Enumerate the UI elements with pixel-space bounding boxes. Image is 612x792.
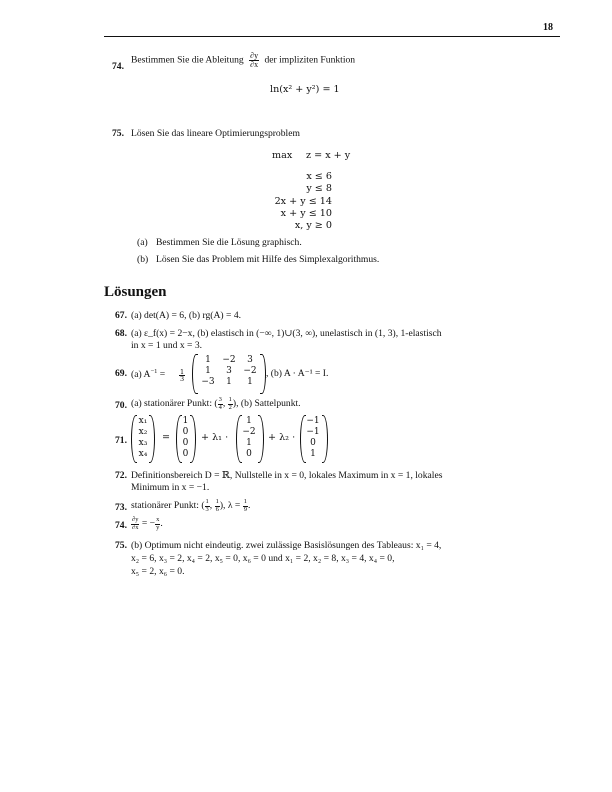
- matrix-cell: −2: [222, 355, 236, 365]
- vector-2: [300, 415, 328, 463]
- exercise-74-text-after: der impliziten Funktion: [264, 54, 356, 66]
- s73-text-c: .: [247, 500, 251, 512]
- exercise-74-statement: [131, 52, 355, 69]
- exercise-75-text: Lösen Sie das lineare Optimierungsproblem: [131, 128, 300, 139]
- fraction-denominator: 2: [228, 403, 232, 411]
- matrix-cell: 1: [247, 377, 253, 387]
- s74-end: .: [160, 518, 163, 530]
- vec-cell: 0: [310, 438, 316, 448]
- solution-69-sup: −1: [150, 368, 158, 375]
- matrix-cell: 1: [205, 355, 211, 365]
- solution-69-lhs: (a) A: [131, 369, 151, 381]
- part-a-label: (a): [137, 237, 148, 248]
- fraction-denominator: 4: [218, 403, 222, 411]
- matrix-col: [219, 355, 239, 388]
- vec-cell: 1: [310, 449, 316, 459]
- part-b-text: Lösen Sie das Problem mit Hilfe des Simplexalgorithmus.: [156, 254, 380, 265]
- fraction-numerator: 1: [205, 498, 209, 505]
- vec-cell: 1: [182, 416, 189, 426]
- constraint: x ≤ 6: [306, 171, 332, 182]
- exercise-74-text-before: Bestimmen Sie die Ableitung: [131, 54, 244, 66]
- solution-74-text: [131, 517, 163, 531]
- solution-70-text: [131, 397, 301, 411]
- fraction-numerator: 1: [243, 498, 247, 505]
- vec-cell: −2: [242, 427, 256, 437]
- fraction-denominator: 9: [243, 505, 247, 513]
- fraction-numerator: 3: [218, 396, 222, 403]
- vector-1: [236, 415, 264, 463]
- solution-71-lambda2: + λ₂ ·: [268, 432, 296, 443]
- paren: [149, 415, 155, 463]
- exercise-74-equation: ln(x² + y²) = 1: [270, 84, 340, 95]
- scalar-denominator: 3: [180, 375, 185, 383]
- vec-cell: x₂: [138, 427, 148, 437]
- matrix-cell: −2: [243, 366, 257, 376]
- vec-cell: 0: [182, 427, 189, 437]
- s73-text-a: stationärer Punkt: (: [131, 500, 205, 512]
- solution-72-line2: Minimum in x = −1.: [131, 482, 210, 493]
- derivative-fraction: [249, 52, 259, 69]
- solution-67-text: (a) det(A) = 6, (b) rg(A) = 4.: [131, 310, 242, 321]
- solution-71-eq: =: [162, 432, 171, 443]
- matrix-col: [198, 355, 218, 388]
- s70-text-b: ), (b) Sattelpunkt.: [232, 398, 301, 410]
- solution-71-lambda1: + λ₁ ·: [201, 432, 229, 443]
- vector-entries: [303, 416, 323, 460]
- vec-cell: −1: [306, 416, 320, 426]
- vector-0: [176, 415, 196, 463]
- solution-68-line1: (a) ε_f(x) = 2−x, (b) elastisch in (−∞, 1)∪(3, ∞), unelastisch in (1, 3), 1-elastisch: [131, 328, 442, 339]
- vec-cell: 1: [246, 438, 252, 448]
- paren: [258, 415, 264, 463]
- s74-eq: = −: [139, 518, 156, 530]
- matrix-cell: 3: [247, 355, 253, 365]
- page-number: 18: [543, 22, 553, 33]
- solution-69-eq: =: [159, 369, 166, 381]
- vec-cell: x₃: [138, 438, 148, 448]
- solution-69-suffix: , (b) A · A⁻¹ = I.: [266, 368, 329, 379]
- derivative-numerator: ∂y: [250, 51, 259, 60]
- solution-70-number: 70.: [115, 400, 127, 411]
- solution-75-line1: (b) Optimum nicht eindeutig. zwei zulässige Basislösungen des Tableaus: x₁ = 4,: [131, 540, 442, 551]
- paren: [322, 415, 328, 463]
- vector-x: [131, 415, 155, 463]
- exercise-75-number: 75.: [112, 128, 124, 139]
- matrix-col: [240, 355, 260, 388]
- matrix-cell: −3: [201, 377, 215, 387]
- vec-cell: x₄: [138, 449, 148, 459]
- objective-label: max: [272, 150, 293, 161]
- vec-cell: x₁: [138, 416, 148, 426]
- scalar-numerator: 1: [180, 367, 185, 376]
- fraction-numerator: ∂y: [132, 516, 139, 523]
- constraints-list: [270, 171, 332, 232]
- constraint: 2x + y ≤ 14: [274, 195, 332, 207]
- objective-function: z = x + y: [306, 150, 351, 161]
- solution-69-number: 69.: [115, 368, 127, 379]
- fraction-numerator: 1: [228, 396, 232, 403]
- solution-68-number: 68.: [115, 328, 127, 339]
- vec-cell: 0: [182, 449, 189, 459]
- constraint: x, y ≥ 0: [294, 220, 332, 232]
- part-b-label: (b): [137, 254, 149, 265]
- solution-75-line2: x₂ = 6, x₃ = 2, x₄ = 2, x₅ = 0, x₆ = 0 und x₁ = 2, x₂ = 8, x₃ = 4, x₄ = 0,: [131, 553, 395, 564]
- s73-text-b: ), λ =: [219, 500, 243, 512]
- fraction-denominator: 3: [205, 505, 209, 513]
- solution-75-line3: x₅ = 2, x₆ = 0.: [131, 566, 185, 577]
- part-a-text: Bestimmen Sie die Lösung graphisch.: [156, 237, 302, 248]
- s70-text-a: (a) stationärer Punkt: (: [131, 398, 218, 410]
- vector-entries: [239, 416, 259, 460]
- s70-sep: ,: [222, 398, 228, 410]
- solution-75-number: 75.: [115, 540, 127, 551]
- header-rule: [104, 36, 560, 37]
- vec-cell: 0: [182, 438, 189, 448]
- exercise-74-number: 74.: [112, 61, 124, 72]
- constraint: y ≤ 8: [306, 183, 332, 195]
- solution-68-line2: in x = 1 und x = 3.: [131, 340, 203, 351]
- fraction-denominator: 6: [215, 505, 219, 513]
- matrix-cell: 3: [226, 366, 232, 376]
- solution-72-number: 72.: [115, 470, 127, 481]
- s73-sep: ,: [209, 500, 215, 512]
- solution-73-number: 73.: [115, 502, 127, 513]
- solution-69-scalar: [179, 365, 185, 384]
- solution-69-prefix: [131, 368, 165, 380]
- matrix-cell: 1: [205, 366, 211, 376]
- solution-72-line1: Definitionsbereich D = ℝ, Nullstelle in x = 0, lokales Maximum in x = 1, lokales: [131, 470, 443, 481]
- solution-74-number: 74.: [115, 520, 127, 531]
- fraction-numerator: 1: [215, 498, 219, 505]
- solutions-heading: Lösungen: [104, 284, 167, 300]
- vec-cell: −1: [306, 427, 320, 437]
- constraint: x + y ≤ 10: [280, 207, 332, 219]
- fraction-denominator: y: [156, 523, 160, 531]
- solution-73-text: [131, 499, 250, 513]
- vec-cell: 1: [246, 416, 252, 426]
- vec-cell: 0: [246, 449, 252, 459]
- matrix-cell: 1: [226, 377, 232, 387]
- fraction-numerator: x: [156, 516, 160, 523]
- fraction-denominator: ∂x: [132, 523, 139, 531]
- derivative-denominator: ∂x: [250, 60, 259, 69]
- paren: [190, 415, 196, 463]
- solution-67-number: 67.: [115, 310, 127, 321]
- solution-71-number: 71.: [115, 435, 127, 446]
